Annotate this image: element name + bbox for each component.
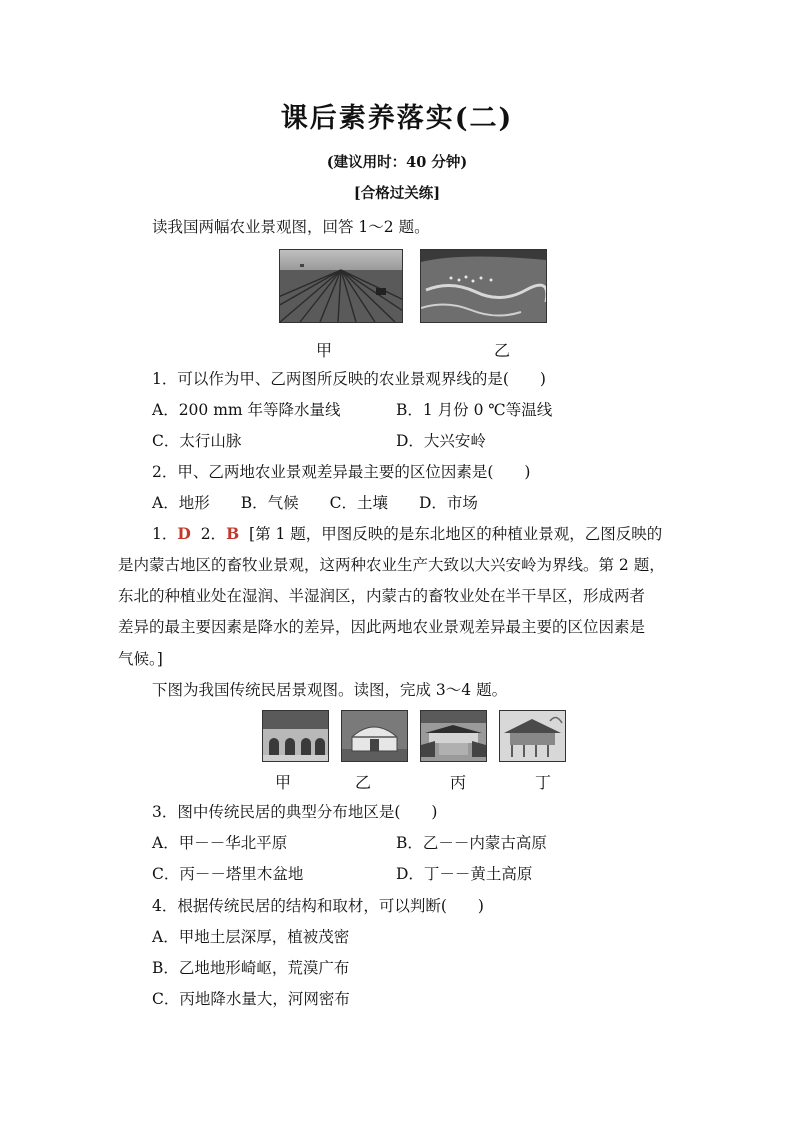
page-title: 课后素养落实(二) xyxy=(280,103,514,134)
answer-number-2: 2． xyxy=(200,525,227,543)
explanation-line-2: 是内蒙古地区的畜牧业景观，这两种农业生产大致以大兴安岭为界线。第 2 题， xyxy=(118,556,665,574)
intro-text-1: 读我国两幅农业景观图，回答 1～2 题。 xyxy=(152,218,430,236)
answer-1: D xyxy=(177,524,191,543)
question-4-option-c: C．丙地降水量大，河网密布 xyxy=(152,990,350,1008)
figure1-caption-b: 乙 xyxy=(494,341,511,360)
explanation-line-3: 东北的种植业处在湿润、半湿润区，内蒙古的畜牧业处在半干旱区，形成两者 xyxy=(118,587,646,605)
answer-number-1: 1． xyxy=(152,525,178,543)
question-1-option-d: D．大兴安岭 xyxy=(396,432,486,450)
grassland-photo xyxy=(420,249,547,323)
question-2-stem: 2．甲、乙两地农业景观差异最主要的区位因素是( ) xyxy=(152,463,531,481)
figure2-caption-3: 丙 xyxy=(450,773,467,792)
question-4-stem: 4．根据传统民居的结构和取材，可以判断( ) xyxy=(152,897,484,915)
answer-line-1 xyxy=(152,523,662,545)
section-heading: [合格过关练] xyxy=(353,185,441,202)
yurt-photo xyxy=(341,710,408,762)
question-3-option-b: B．乙－－内蒙古高原 xyxy=(396,834,547,852)
answer-2: B xyxy=(226,524,240,543)
farmland-photo xyxy=(279,249,403,323)
cave-dwelling-photo xyxy=(262,710,329,762)
figure2-caption-1: 甲 xyxy=(275,773,292,792)
intro-text-2: 下图为我国传统民居景观图。读图，完成 3～4 题。 xyxy=(152,681,508,699)
question-1-option-a: A．200 mm 年等降水量线 xyxy=(152,401,341,419)
question-4-option-b: B．乙地地形崎岖，荒漠广布 xyxy=(152,959,350,977)
question-1-stem: 1．可以作为甲、乙两图所反映的农业景观界线的是( ) xyxy=(152,370,546,388)
suggested-time: (建议用时：40 分钟) xyxy=(326,154,468,171)
stilt-house-photo xyxy=(499,710,566,762)
question-3-option-d: D．丁－－黄土高原 xyxy=(396,865,533,883)
figure1-caption-a: 甲 xyxy=(316,341,333,360)
figure2-caption-2: 乙 xyxy=(355,773,372,792)
question-3-option-a: A．甲－－华北平原 xyxy=(152,834,288,852)
explanation-line-1: [第 1 题，甲图反映的是东北地区的种植业景观，乙图反映的 xyxy=(249,525,663,543)
explanation-line-5: 气候。] xyxy=(118,650,163,668)
question-1-option-c: C．太行山脉 xyxy=(152,432,242,450)
question-3-option-c: C．丙－－塔里木盆地 xyxy=(152,865,304,883)
question-4-option-a: A．甲地土层深厚，植被茂密 xyxy=(152,928,350,946)
question-2-options: A．地形 B．气候 C．土壤 D．市场 xyxy=(152,494,478,512)
explanation-line-4: 差异的最主要因素是降水的差异，因此两地农业景观差异最主要的区位因素是 xyxy=(118,618,646,636)
courtyard-house-photo xyxy=(420,710,487,762)
question-3-stem: 3．图中传统民居的典型分布地区是( ) xyxy=(152,803,438,821)
question-1-option-b: B．1 月份 0 ℃等温线 xyxy=(396,401,553,419)
figure2-caption-4: 丁 xyxy=(535,773,552,792)
